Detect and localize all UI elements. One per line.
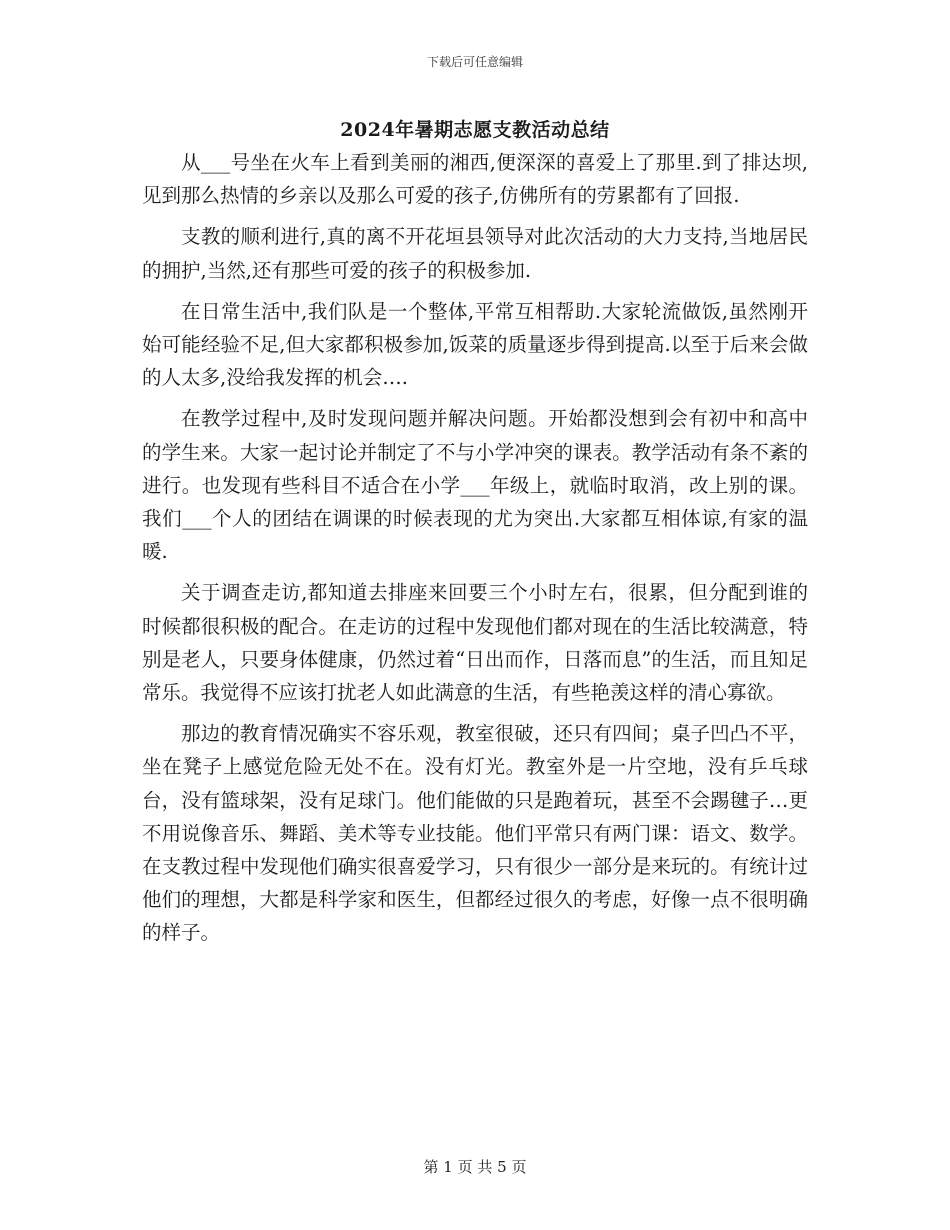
paragraph: 支教的顺利进行,真的离不开花垣县领导对此次活动的大力支持,当地居民的拥护,当然,还有那些可爱的孩子的积极参加. bbox=[142, 225, 808, 282]
paragraph: 在教学过程中,及时发现问题并解决问题。开始都没想到会有初中和高中的学生来。大家一起讨论并制定了不与小学冲突的课表。教学活动有条不紊的进行。也发现有些科目不适合在小学___年级上，就临时取消，改上别的课。我们___个人的团结在调课的时候表现的尤为突出.大家都互相体谅,有家的温暖. bbox=[142, 407, 808, 564]
paragraph: 在日常生活中,我们队是一个整体,平常互相帮助.大家轮流做饭,虽然刚开始可能经验不足,但大家都积极参加,饭菜的质量逐步得到提高.以至于后来会做的人太多,没给我发挥的机会…. bbox=[142, 299, 808, 390]
paragraph: 那边的教育情况确实不容乐观，教室很破，还只有四间；桌子凹凸不平，坐在凳子上感觉危险无处不在。没有灯光。教室外是一片空地，没有乒乓球台，没有篮球架，没有足球门。他们能做的只是跑着玩，甚至不会踢毽子…更不用说像音乐、舞蹈、美术等专业技能。他们平常只有两门课：语文、数学。在支教过程中发现他们确实很喜爱学习，只有很少一部分是来玩的。有统计过他们的理想，大都是科学家和医生，但都经过很久的考虑，好像一点不很明确的样子。 bbox=[142, 722, 808, 945]
document-body bbox=[142, 146, 808, 950]
page-header-note: 下载后可任意编辑 bbox=[426, 55, 523, 69]
paragraph: 关于调查走访,都知道去排座来回要三个小时左右，很累，但分配到谁的时候都很积极的配合。在走访的过程中发现他们都对现在的生活比较满意，特别是老人，只要身体健康，仍然过着“日出而作，日落而息”的生活，而且知足常乐。我觉得不应该打扰老人如此满意的生活，有些艳羡这样的清心寡欲。 bbox=[142, 581, 808, 705]
document-title: 2024年暑期志愿支教活动总结 bbox=[340, 119, 610, 141]
paragraph: 从___号坐在火车上看到美丽的湘西,便深深的喜爱上了那里.到了排达坝,见到那么热情的乡亲以及那么可爱的孩子,仿佛所有的劳累都有了回报. bbox=[142, 151, 808, 208]
page-number: 第 1 页 共 5 页 bbox=[423, 1158, 527, 1176]
